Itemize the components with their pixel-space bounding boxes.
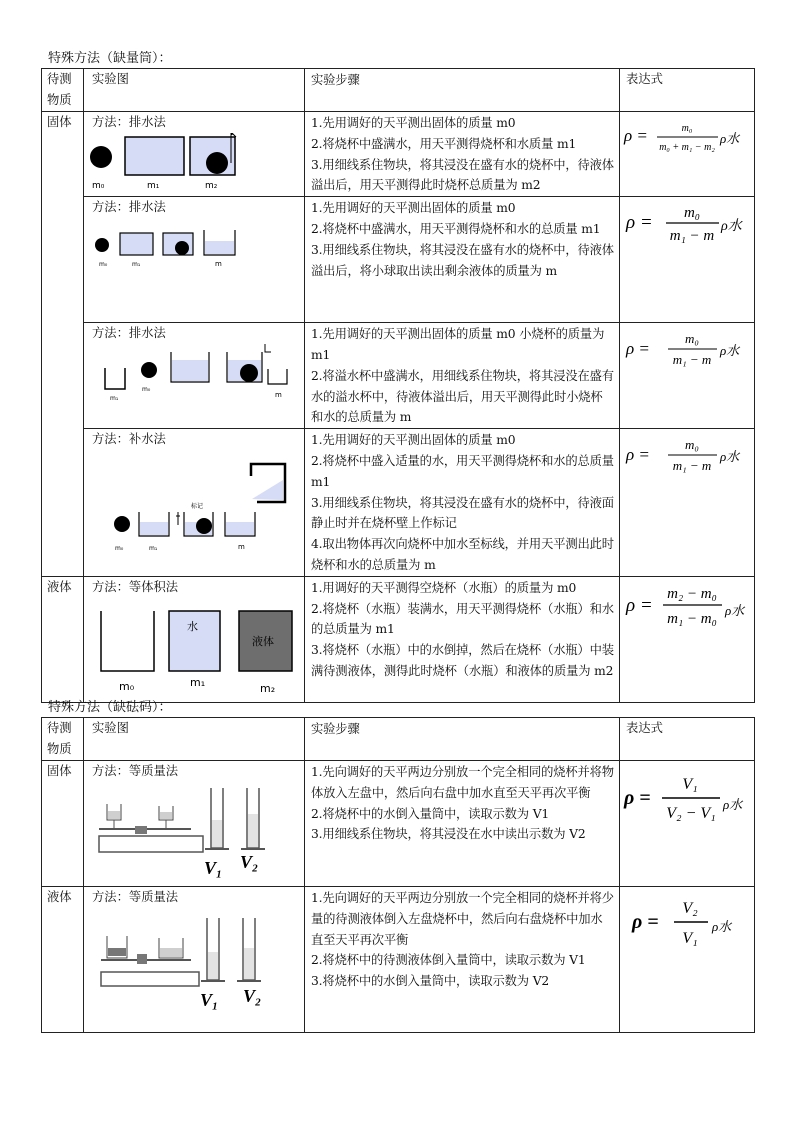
material-cell: 液体 [42, 887, 84, 1033]
material-cell: 固体 [42, 761, 84, 887]
table-row [42, 576, 755, 702]
formula-cell [620, 576, 755, 702]
steps-cell [305, 429, 620, 577]
svg-text:m₁: m₁ [132, 260, 141, 268]
fig-label: m₂ [205, 180, 218, 191]
svg-text:m: m [238, 542, 245, 551]
svg-text:ρ水: ρ水 [720, 449, 740, 465]
density-formula [622, 429, 752, 477]
steps-cell [305, 761, 620, 887]
density-formula [622, 887, 752, 953]
figure-cell [84, 112, 305, 197]
density-formula [622, 761, 752, 827]
fig-label: m₀ [92, 180, 105, 191]
svg-text:m₁ − m: m₁ − m [672, 352, 712, 368]
section2-title: 特殊方法（缺砝码）： [48, 700, 172, 715]
svg-text:m₀: m₀ [115, 544, 124, 552]
header-material: 待测物质 [42, 69, 84, 112]
formula-cell [620, 761, 755, 887]
step: 2.将烧杯中的水倒入量筒中，读取示数为 V1 [311, 806, 550, 821]
section1-title: 特殊方法（缺量筒）： [48, 51, 172, 66]
step: 2.将溢水杯中盛满水，用细线系住物块，将其浸没在盛有水的溢水杯中，待液体溢出后，用天平测得此时小烧杯和水的总质量为 m [311, 368, 614, 425]
formula-cell [620, 112, 755, 197]
figure-cell [84, 323, 305, 429]
material-cell: 固体 [42, 112, 84, 577]
svg-text:ρ水: ρ水 [721, 219, 742, 235]
svg-text:m: m [215, 259, 222, 268]
svg-text:m₀: m₀ [681, 123, 693, 134]
header-steps: 实验步骤 [305, 718, 620, 761]
figure-cell [84, 887, 305, 1033]
step: 3.将烧杯中的水倒入量筒中，读取示数为 V2 [311, 974, 550, 989]
svg-text:m₂: m₂ [260, 681, 276, 695]
refill-method-diagram [87, 450, 299, 568]
material-cell: 液体 [42, 576, 84, 702]
svg-text:V₁: V₁ [682, 930, 698, 947]
step: 2.将烧杯中盛满水，用天平测得烧杯和水的总质量 m1 [311, 221, 601, 236]
steps-cell [305, 112, 620, 197]
svg-text:水: 水 [187, 619, 198, 633]
section1-table [41, 68, 755, 703]
figure-cell [84, 197, 305, 323]
step: 4.取出物体再次向烧杯中加水至标线，并用天平测出此时烧杯和水的总质量为 m [311, 537, 614, 572]
overflow-method-diagram [87, 218, 299, 272]
full-beaker [125, 137, 184, 175]
svg-text:m₀: m₀ [683, 205, 701, 222]
step: 1.先向调好的天平两边分别放一个完全相同的烧杯并将物体放入左盘中，然后向右盘中加水直至天平再次平衡 [311, 765, 614, 800]
svg-text:m₂ − m₀: m₂ − m₀ [667, 585, 717, 602]
svg-text:m₁ − m: m₁ − m [672, 458, 712, 474]
step: 2.将烧杯中的待测液体倒入量筒中，读取示数为 V1 [311, 953, 586, 968]
svg-text:ρ =: ρ = [624, 787, 651, 809]
svg-text:ρ =: ρ = [624, 126, 648, 145]
header-material: 待测物质 [42, 718, 84, 761]
svg-text:ρ水: ρ水 [712, 919, 732, 934]
svg-text:ρ水: ρ水 [720, 131, 740, 146]
svg-text:m₁: m₁ [190, 675, 206, 689]
formula-cell [620, 887, 755, 1033]
method-label: 方法：排水法 [92, 326, 166, 341]
table-row [42, 197, 755, 323]
svg-text:ρ水: ρ水 [725, 602, 745, 618]
step: 1.先用调好的天平测出固体的质量 m0 [311, 116, 516, 130]
step: 2.将烧杯中盛满水，用天平测得烧杯和水质量 m1 [311, 136, 577, 151]
figure-cell [84, 576, 305, 702]
step: 3.将烧杯（水瓶）中的水倒掉，然后在烧杯（水瓶）中装满待测液体，测得此时烧杯（水瓶）和液体的质量为 m2 [311, 643, 614, 678]
svg-text:m₁: m₁ [149, 544, 158, 552]
svg-text:ρ水: ρ水 [720, 343, 740, 359]
table-row [42, 429, 755, 577]
method-label: 方法：排水法 [92, 200, 166, 215]
steps-cell [305, 576, 620, 702]
svg-text:ρ =: ρ = [632, 911, 659, 933]
density-formula [622, 323, 752, 371]
svg-text:m₀: m₀ [99, 260, 108, 268]
table-row [42, 112, 755, 197]
density-formula [622, 577, 752, 631]
method-label: 方法：补水法 [92, 432, 166, 447]
svg-text:液体: 液体 [252, 634, 274, 648]
svg-text:m₀ + m₁ − m₂: m₀ + m₁ − m₂ [659, 142, 715, 153]
svg-text:V₁: V₁ [204, 857, 223, 878]
header-figure: 实验图 [84, 69, 305, 112]
density-formula [622, 112, 752, 160]
svg-text:V₂ − V₁: V₂ − V₁ [666, 805, 716, 822]
table-row [42, 761, 755, 887]
steps-cell [305, 323, 620, 429]
steps-cell [305, 197, 620, 323]
overflow-method-diagram [87, 133, 299, 191]
table-row [42, 323, 755, 429]
solid-ball [90, 146, 112, 168]
overflow-method-diagram [87, 344, 299, 404]
formula-cell [620, 197, 755, 323]
step: 3.用细线系住物块，将其浸没在盛有水的烧杯中，待液体溢出后，将小球取出读出剩余液体的质量为 m [311, 242, 614, 278]
svg-text:m₀: m₀ [685, 331, 699, 347]
formula-cell [620, 323, 755, 429]
svg-text:ρ =: ρ = [626, 212, 653, 234]
header-row [42, 718, 755, 761]
step: 3.用细线系住物块，将其浸没在盛有水的烧杯中，待液面静止时并在烧杯壁上作标记 [311, 495, 614, 531]
formula-cell [620, 429, 755, 577]
method-label: 方法：等体积法 [92, 579, 179, 594]
svg-text:ρ水: ρ水 [723, 797, 743, 812]
step: 1.先用调好的天平测出固体的质量 m0 [311, 201, 516, 216]
method-label: 方法：等质量法 [92, 764, 179, 778]
svg-text:ρ =: ρ = [626, 445, 650, 465]
step: 1.先用调好的天平测出固体的质量 m0 小烧杯的质量为 m1 [311, 327, 605, 362]
method-label: 方法：等质量法 [92, 890, 179, 904]
svg-text:m: m [275, 390, 282, 399]
steps-cell [305, 887, 620, 1033]
svg-text:ρ =: ρ = [626, 594, 653, 616]
density-formula [622, 197, 752, 245]
figure-cell [84, 761, 305, 887]
step: 1.先用调好的天平测出固体的质量 m0 [311, 433, 516, 448]
svg-text:标记: 标记 [191, 502, 204, 510]
step: 2.将烧杯（水瓶）装满水，用天平测得烧杯（水瓶）和水的总质量为 m1 [311, 601, 614, 637]
svg-text:m₁ − m₀: m₁ − m₀ [667, 610, 717, 627]
equal-volume-diagram [87, 598, 299, 698]
balance-cylinder-diagram [87, 908, 299, 1012]
svg-text:m₁ − m: m₁ − m [669, 228, 715, 245]
header-row [42, 69, 755, 112]
header-figure: 实验图 [84, 718, 305, 761]
balance-cylinder-diagram [87, 782, 299, 880]
svg-text:V₂: V₂ [240, 851, 259, 872]
svg-text:ρ =: ρ = [626, 339, 650, 359]
step: 1.用调好的天平测得空烧杯（水瓶）的质量为 m0 [311, 580, 577, 595]
step: 2.将烧杯中盛入适量的水，用天平测得烧杯和水的总质量 m1 [311, 453, 614, 489]
header-formula: 表达式 [620, 69, 755, 112]
figure-cell [84, 429, 305, 577]
header-formula: 表达式 [620, 718, 755, 761]
step: 1.先向调好的天平两边分别放一个完全相同的烧杯并将少量的待测液体倒入左盘烧杯中，然后向右盘烧杯中加水直至天平再次平衡 [311, 891, 614, 947]
step: 3.用细线系住物块，将其浸没在盛有水的烧杯中，待液体溢出后，用天平测得此时烧杯总质量为 m2 [311, 157, 614, 193]
svg-text:V₁: V₁ [200, 989, 219, 1010]
method-label: 方法：排水法 [92, 115, 166, 129]
svg-text:V₂: V₂ [682, 900, 698, 917]
svg-text:m₁: m₁ [110, 394, 119, 402]
svg-text:m₀: m₀ [685, 437, 699, 453]
table-row [42, 887, 755, 1033]
svg-text:m₀: m₀ [119, 679, 135, 693]
fig-label: m₁ [147, 180, 160, 191]
svg-text:V₂: V₂ [243, 985, 262, 1006]
header-steps: 实验步骤 [305, 69, 620, 112]
section2-table [41, 717, 755, 1033]
svg-text:V₁: V₁ [682, 776, 698, 793]
svg-text:m₀: m₀ [142, 385, 151, 393]
step: 3.用细线系住物块，将其浸没在水中读出示数为 V2 [311, 827, 586, 842]
